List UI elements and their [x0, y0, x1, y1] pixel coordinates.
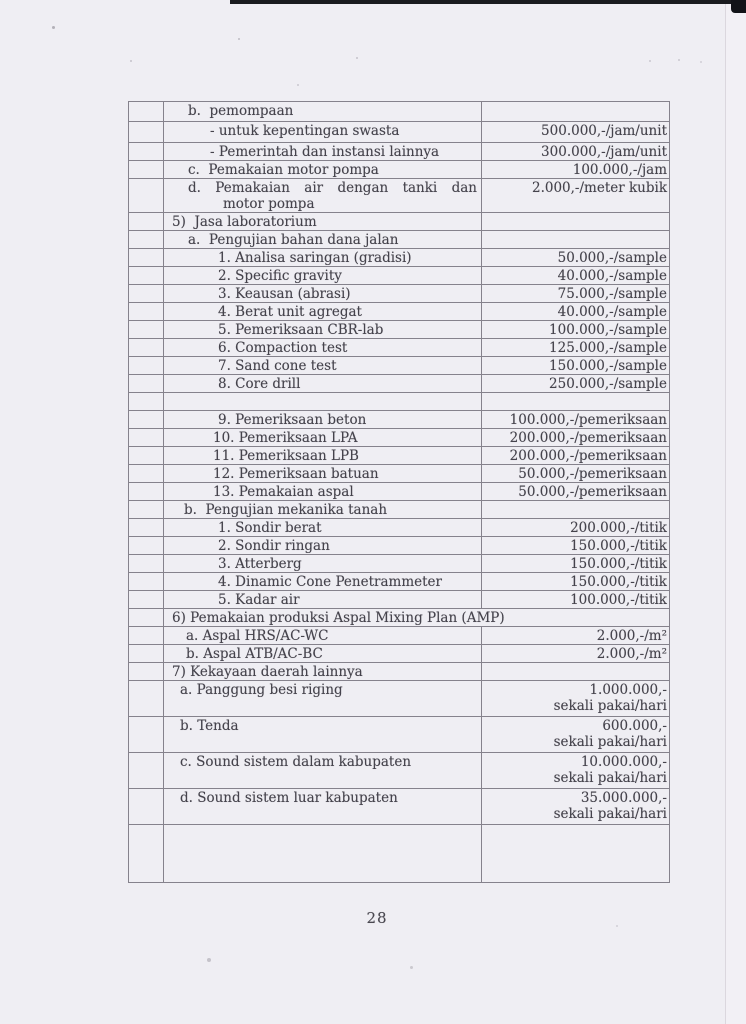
tariff-value-cell: 300.000,-/jam/unit [482, 143, 670, 161]
table-row [129, 501, 670, 519]
row-number-cell [129, 429, 164, 447]
table-row [129, 285, 670, 303]
item-description-text: 1. Sondir berat [218, 520, 322, 536]
item-description-cell [164, 789, 482, 825]
scan-speck [52, 26, 55, 29]
scan-speck [678, 59, 680, 61]
tariff-value-cell: 50.000,-/pemeriksaan [482, 483, 670, 501]
row-number-cell [129, 573, 164, 591]
item-description-text: b. Pengujian mekanika tanah [184, 502, 388, 518]
tariff-value-cell: 200.000,-/pemeriksaan [482, 447, 670, 465]
table-row [129, 122, 670, 143]
tariff-value-cell [482, 753, 670, 789]
scan-speck [700, 61, 702, 63]
item-description-cell [164, 537, 482, 555]
item-description-text: b. pemompaan [188, 103, 294, 119]
scan-speck [238, 38, 240, 40]
item-description-cell [164, 161, 482, 179]
item-description-cell [164, 321, 482, 339]
item-description-text: a. Aspal HRS/AC-WC [186, 628, 329, 644]
item-description-text: a. Panggung besi riging [180, 682, 343, 698]
item-description-text: 6. Compaction test [218, 340, 348, 356]
tariff-value-cell [482, 102, 670, 122]
table-row [129, 483, 670, 501]
table-row [129, 179, 670, 213]
item-description-cell [164, 555, 482, 573]
item-description-text: 7) Kekayaan daerah lainnya [172, 664, 363, 680]
tariff-value-cell: 100.000,-/sample [482, 321, 670, 339]
row-number-cell [129, 303, 164, 321]
tariff-value-cell: 2.000,-/m² [482, 627, 670, 645]
row-number-cell [129, 591, 164, 609]
table-row [129, 627, 670, 645]
tariff-value-line: 600.000,- [602, 718, 667, 734]
table-row [129, 213, 670, 231]
item-description-cell [164, 285, 482, 303]
row-number-cell [129, 717, 164, 753]
table-row [129, 249, 670, 267]
item-description-text: 7. Sand cone test [218, 358, 337, 374]
item-description-cell [164, 122, 482, 143]
item-description-text: 5. Kadar air [218, 592, 300, 608]
row-number-cell [129, 537, 164, 555]
item-description-text: 4. Dinamic Cone Penetrammeter [218, 574, 442, 590]
item-description-text: 13. Pemakaian aspal [213, 484, 354, 500]
item-description-text: c. Sound sistem dalam kabupaten [180, 754, 412, 770]
item-description-cell [164, 591, 482, 609]
table-row [129, 825, 670, 883]
row-number-cell [129, 357, 164, 375]
table-row [129, 231, 670, 249]
item-description-cell [164, 465, 482, 483]
scan-speck [356, 57, 358, 59]
item-description-text: 11. Pemeriksaan LPB [213, 448, 359, 464]
tariff-value-cell: 500.000,-/jam/unit [482, 122, 670, 143]
row-number-cell [129, 681, 164, 717]
scan-speck [649, 60, 651, 62]
tariff-value-line: 35.000.000,- [580, 790, 667, 806]
table-row [129, 339, 670, 357]
item-description-cell [164, 429, 482, 447]
table-row [129, 143, 670, 161]
row-number-cell [129, 501, 164, 519]
table-row [129, 555, 670, 573]
scan-speck [410, 966, 413, 969]
table-row [129, 375, 670, 393]
tariff-value-cell [482, 663, 670, 681]
tariff-value-cell [482, 231, 670, 249]
row-number-cell [129, 645, 164, 663]
row-number-cell [129, 753, 164, 789]
item-description-cell [164, 501, 482, 519]
table-row [129, 321, 670, 339]
tariff-value-cell [482, 825, 670, 883]
table-row [129, 789, 670, 825]
row-number-cell [129, 179, 164, 213]
item-description-text: 4. Berat unit agregat [218, 304, 362, 320]
tariff-value-cell: 50.000,-/pemeriksaan [482, 465, 670, 483]
table-row [129, 161, 670, 179]
item-description-text: 6) Pemakaian produksi Aspal Mixing Plan (AMP) [172, 610, 505, 626]
tariff-value-cell: 50.000,-/sample [482, 249, 670, 267]
tariff-value-cell: 100.000,-/jam [482, 161, 670, 179]
scanner-edge-strip [230, 0, 746, 4]
row-number-cell [129, 249, 164, 267]
tariff-value-cell: 2.000,-/meter kubik [482, 179, 670, 213]
tariff-table [128, 101, 670, 883]
item-description-cell [164, 825, 482, 883]
table-row [129, 537, 670, 555]
tariff-value-cell: 250.000,-/sample [482, 375, 670, 393]
tariff-value-cell [482, 213, 670, 231]
item-description-text: 3. Atterberg [218, 556, 302, 572]
scanner-corner-mark [731, 0, 746, 13]
tariff-value-cell: 150.000,-/sample [482, 357, 670, 375]
table-row [129, 609, 670, 627]
table-row [129, 519, 670, 537]
row-number-cell [129, 285, 164, 303]
table-row [129, 303, 670, 321]
scan-speck [297, 84, 299, 86]
row-number-cell [129, 122, 164, 143]
tariff-value-cell: 75.000,-/sample [482, 285, 670, 303]
row-number-cell [129, 143, 164, 161]
item-description-text: 1. Analisa saringan (gradisi) [218, 250, 412, 266]
tariff-value-cell: 2.000,-/m² [482, 645, 670, 663]
table-row [129, 429, 670, 447]
item-description-text: c. Pemakaian motor pompa [188, 162, 379, 178]
item-description-text: 5. Pemeriksaan CBR-lab [218, 322, 384, 338]
paper-right-edge [725, 0, 746, 1024]
table-row [129, 465, 670, 483]
item-description-cell [164, 179, 482, 213]
tariff-value-cell: 150.000,-/titik [482, 573, 670, 591]
item-description-cell [164, 249, 482, 267]
tariff-value-cell: 200.000,-/titik [482, 519, 670, 537]
item-description-cell [164, 102, 482, 122]
item-description-cell [164, 267, 482, 285]
table-row [129, 591, 670, 609]
tariff-table-body [129, 102, 670, 883]
table-row [129, 267, 670, 285]
table-row [129, 681, 670, 717]
row-number-cell [129, 267, 164, 285]
item-description-text: 3. Keausan (abrasi) [218, 286, 351, 302]
tariff-value-cell [482, 393, 670, 411]
tariff-value-cell: 40.000,-/sample [482, 303, 670, 321]
item-description-cell [164, 663, 482, 681]
item-description-text: b. Aspal ATB/AC-BC [186, 646, 323, 662]
tariff-value-cell [482, 501, 670, 519]
row-number-cell [129, 663, 164, 681]
row-number-cell [129, 321, 164, 339]
item-description-text: a. Pengujian bahan dana jalan [188, 232, 399, 248]
row-number-cell [129, 102, 164, 122]
item-description-cell [164, 393, 482, 411]
item-description-text: 2. Sondir ringan [218, 538, 330, 554]
row-number-cell [129, 789, 164, 825]
tariff-value-line: sekali pakai/hari [553, 698, 667, 714]
row-number-cell [129, 609, 164, 627]
item-description-cell [164, 753, 482, 789]
tariff-value-cell: 200.000,-/pemeriksaan [482, 429, 670, 447]
row-number-cell [129, 393, 164, 411]
tariff-value-cell [482, 681, 670, 717]
scan-speck [130, 60, 132, 62]
tariff-value-cell: 150.000,-/titik [482, 537, 670, 555]
tariff-value-cell: 100.000,-/titik [482, 591, 670, 609]
row-number-cell [129, 465, 164, 483]
table-row [129, 357, 670, 375]
table-row [129, 663, 670, 681]
tariff-value-cell: 125.000,-/sample [482, 339, 670, 357]
row-number-cell [129, 161, 164, 179]
row-number-cell [129, 447, 164, 465]
item-description-cell [164, 143, 482, 161]
item-description-cell [164, 303, 482, 321]
item-description-cell [164, 627, 482, 645]
item-description-text: 12. Pemeriksaan batuan [213, 466, 379, 482]
tariff-value-line: sekali pakai/hari [553, 806, 667, 822]
item-description-cell [164, 447, 482, 465]
item-description-line: d. Pemakaian air dengan tanki dan [188, 180, 477, 196]
tariff-value-line: sekali pakai/hari [553, 770, 667, 786]
item-description-text: 8. Core drill [218, 376, 301, 392]
scan-speck [207, 958, 211, 962]
row-number-cell [129, 339, 164, 357]
row-number-cell [129, 411, 164, 429]
item-description-text: d. Sound sistem luar kabupaten [180, 790, 398, 806]
table-row [129, 573, 670, 591]
item-description-cell [164, 681, 482, 717]
item-description-cell [164, 609, 670, 627]
table-row [129, 411, 670, 429]
table-row [129, 753, 670, 789]
table-row [129, 393, 670, 411]
item-description-cell [164, 483, 482, 501]
row-number-cell [129, 231, 164, 249]
item-description-cell [164, 357, 482, 375]
item-description-text: 10. Pemeriksaan LPA [213, 430, 358, 446]
scan-speck [616, 925, 618, 927]
row-number-cell [129, 483, 164, 501]
item-description-text: - untuk kepentingan swasta [210, 123, 400, 139]
tariff-value-cell: 150.000,-/titik [482, 555, 670, 573]
item-description-text: 5) Jasa laboratorium [172, 214, 317, 230]
row-number-cell [129, 375, 164, 393]
item-description-text: 9. Pemeriksaan beton [218, 412, 367, 428]
table-row [129, 447, 670, 465]
row-number-cell [129, 555, 164, 573]
page-number: 28 [366, 909, 388, 927]
item-description-cell [164, 339, 482, 357]
tariff-value-cell [482, 717, 670, 753]
row-number-cell [129, 519, 164, 537]
table-row [129, 645, 670, 663]
tariff-value-line: sekali pakai/hari [553, 734, 667, 750]
tariff-value-cell: 100.000,-/pemeriksaan [482, 411, 670, 429]
item-description-text: 2. Specific gravity [218, 268, 342, 284]
row-number-cell [129, 825, 164, 883]
tariff-value-line: 1.000.000,- [589, 682, 667, 698]
item-description-cell [164, 645, 482, 663]
row-number-cell [129, 627, 164, 645]
item-description-cell [164, 375, 482, 393]
item-description-cell [164, 411, 482, 429]
item-description-cell [164, 519, 482, 537]
tariff-value-cell: 40.000,-/sample [482, 267, 670, 285]
item-description-cell [164, 717, 482, 753]
item-description-cell [164, 213, 482, 231]
tariff-value-line: 10.000.000,- [580, 754, 667, 770]
item-description-cell [164, 231, 482, 249]
tariff-value-cell [482, 789, 670, 825]
item-description-cell [164, 573, 482, 591]
item-description-text: - Pemerintah dan instansi lainnya [210, 144, 440, 160]
table-row [129, 717, 670, 753]
table-row [129, 102, 670, 122]
item-description-text: b. Tenda [180, 718, 239, 734]
item-description-line: motor pompa [223, 196, 315, 212]
row-number-cell [129, 213, 164, 231]
